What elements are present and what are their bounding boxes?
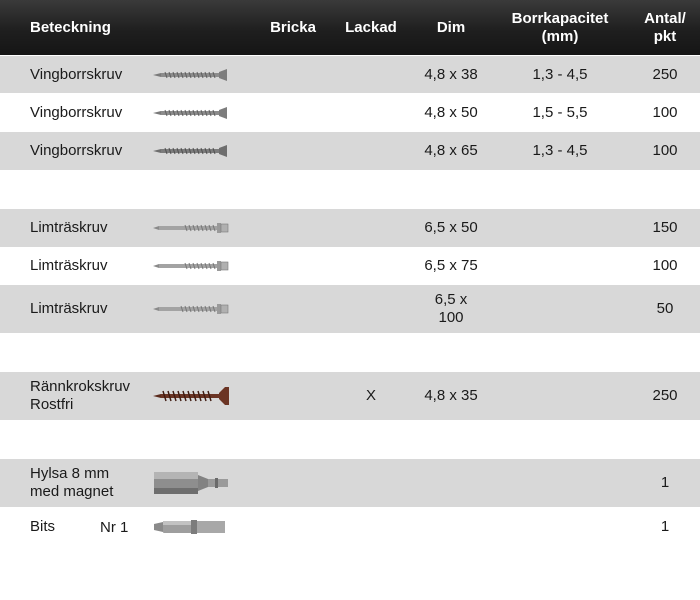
product-name: Limträskruv	[30, 257, 108, 274]
table-row	[0, 372, 700, 420]
antal-value: 100	[652, 103, 678, 121]
wing-drill-screw-icon	[150, 94, 232, 131]
header-antal-line2: pkt	[653, 27, 677, 45]
table-header	[0, 0, 700, 55]
header-dim: Dim	[436, 18, 466, 36]
antal-value: 100	[652, 142, 678, 159]
header-borrkapacitet-line1: Borrkapacitet	[511, 9, 609, 27]
header-bricka: Bricka	[270, 18, 316, 36]
dim-value-line2: 100	[438, 309, 464, 326]
header-antal	[628, 0, 700, 55]
table-row	[0, 459, 700, 507]
bit-number: Nr 1	[100, 518, 129, 536]
dim-value	[410, 285, 492, 333]
antal-value: 1	[660, 474, 670, 491]
borrkapacitet-value: 1,3 - 4,5	[532, 65, 588, 83]
product-name-line2: med magnet	[30, 483, 114, 500]
wing-drill-screw-icon	[150, 56, 232, 93]
borrkapacitet-value: 1,5 - 5,5	[532, 103, 588, 121]
borrkapacitet-value: 1,3 - 4,5	[532, 142, 588, 159]
dim-value: 4,8 x 65	[424, 142, 478, 159]
table-row	[0, 56, 700, 93]
antal-value: 250	[652, 387, 678, 404]
product-name-line1: Rännkrokskruv	[30, 378, 131, 395]
magnetic-socket-icon	[150, 459, 232, 507]
product-name	[30, 459, 150, 507]
header-lackad: Lackad	[345, 18, 397, 36]
lackad-mark: X	[365, 387, 376, 404]
header-borrkapacitet	[500, 0, 620, 55]
product-name: Vingborrskruv	[30, 65, 123, 83]
antal-value: 150	[652, 219, 678, 236]
dim-value: 4,8 x 38	[424, 65, 478, 83]
product-name: Bits	[30, 518, 56, 535]
hex-head-screw-icon	[150, 247, 232, 285]
header-borrkapacitet-line2: (mm)	[541, 27, 579, 45]
product-name-line1: Hylsa 8 mm	[30, 465, 110, 482]
dim-value: 6,5 x 75	[424, 257, 478, 274]
antal-value: 50	[656, 300, 674, 317]
product-name-line2: Rostfri	[30, 396, 74, 413]
table-row	[0, 94, 700, 131]
dim-value: 4,8 x 35	[424, 387, 478, 404]
hex-head-screw-icon	[150, 285, 232, 333]
product-name	[30, 372, 150, 420]
antal-value: 250	[652, 65, 678, 83]
table-row	[0, 247, 700, 285]
table-row	[0, 285, 700, 333]
header-antal-line1: Antal/	[644, 9, 686, 27]
antal-value: 1	[660, 518, 670, 535]
table-row	[0, 132, 700, 170]
brown-screw-icon	[150, 372, 232, 420]
header-beteckning: Beteckning	[30, 18, 111, 36]
table-row	[0, 209, 700, 247]
screwdriver-bit-icon	[150, 507, 232, 547]
antal-value: 100	[652, 257, 678, 274]
dim-value-line1: 6,5 x	[434, 291, 468, 308]
product-name: Vingborrskruv	[30, 103, 123, 121]
wing-drill-screw-icon	[150, 132, 232, 170]
product-name: Vingborrskruv	[30, 142, 123, 159]
dim-value: 4,8 x 50	[424, 103, 478, 121]
product-name: Limträskruv	[30, 219, 108, 236]
hex-head-screw-icon	[150, 209, 232, 247]
product-name: Limträskruv	[30, 300, 108, 317]
table-row	[0, 507, 700, 547]
dim-value: 6,5 x 50	[424, 219, 478, 236]
